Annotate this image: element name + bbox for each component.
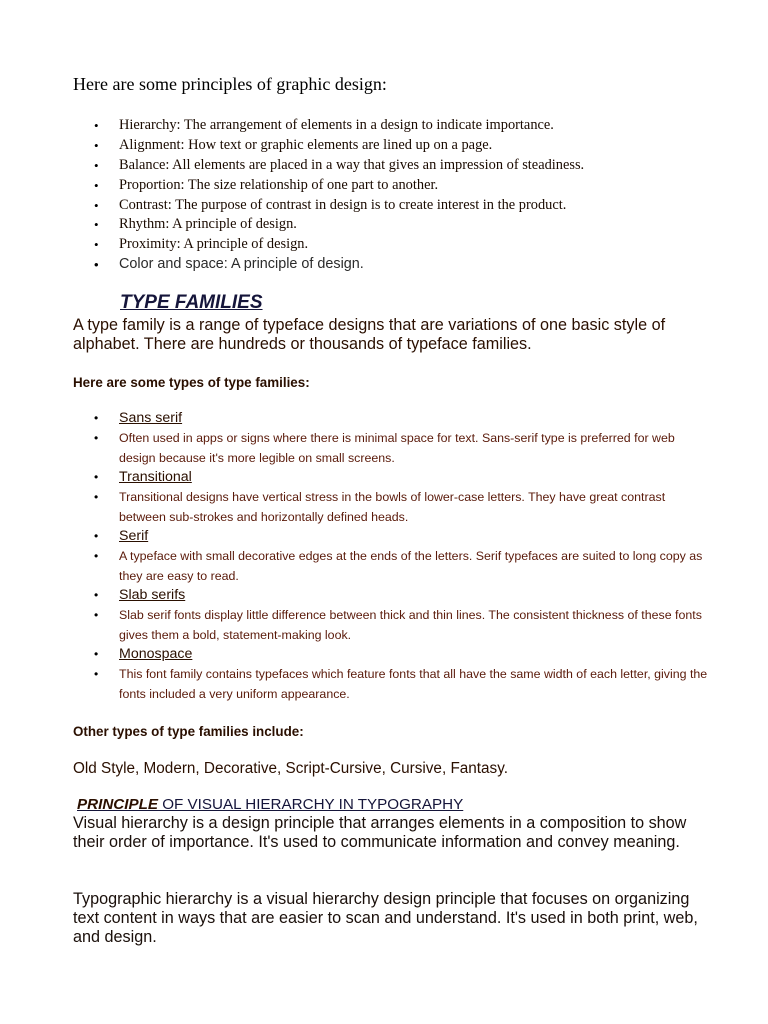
principle-text: Hierarchy: The arrangement of elements in a design to indicate importance. xyxy=(119,117,554,133)
visual-hierarchy-heading xyxy=(77,796,463,813)
principle-text: Proximity: A principle of design. xyxy=(119,236,309,253)
other-types-heading: Other types of type families include: xyxy=(73,724,304,739)
bullet-icon: • xyxy=(94,647,99,661)
principle-text: Color and space: A principle of design. xyxy=(119,256,364,273)
bullet-icon: • xyxy=(94,217,99,233)
type-family-description-text: This font family contains typefaces which feature fonts that all have the same width of each letter, giving the fonts included a very uniform appearance. xyxy=(119,667,708,701)
principle-item xyxy=(94,255,734,275)
principle-item xyxy=(94,196,734,216)
bullet-icon: • xyxy=(94,177,99,193)
bullet-icon: • xyxy=(94,470,99,484)
principle-text: Rhythm: A principle of design. xyxy=(119,216,297,233)
type-family-name-text: Transitional xyxy=(119,469,192,485)
bullet-icon: • xyxy=(94,588,99,602)
visual-hierarchy-heading-bold: PRINCIPLE xyxy=(77,796,159,813)
principle-text: Alignment: How text or graphic elements are lined up on a page. xyxy=(119,136,493,153)
visual-hierarchy-paragraph: Visual hierarchy is a design principle that arranges elements in a composition to show their order of importance. It's used to communicate information and convey meaning. xyxy=(73,814,687,851)
type-family-name-text: Monospace xyxy=(119,646,193,662)
visual-hierarchy-heading-rest: OF VISUAL HIERARCHY IN TYPOGRAPHY xyxy=(158,796,464,813)
principle-text: Proportion: The size relationship of one part to another. xyxy=(119,176,439,193)
bullet-icon: • xyxy=(94,237,99,253)
type-families-list xyxy=(94,409,714,704)
type-family-name xyxy=(94,586,714,605)
bullet-icon: • xyxy=(94,257,99,273)
type-family-description-text: Transitional designs have vertical stress in the bowls of lower-case letters. They have great contrast between sub-strokes and horizontally defined heads. xyxy=(119,490,666,524)
type-families-heading: TYPE FAMILIES xyxy=(120,292,263,313)
bullet-icon: • xyxy=(94,549,99,563)
bullet-icon: • xyxy=(94,118,99,133)
principle-item xyxy=(94,215,734,235)
principle-item xyxy=(94,136,734,156)
type-family-description-text: Often used in apps or signs where there is minimal space for text. Sans-serif type is preferred for web design because it's more legible on small screens. xyxy=(119,431,675,465)
other-types-list: Old Style, Modern, Decorative, Script-Cursive, Cursive, Fantasy. xyxy=(73,760,508,777)
bullet-icon: • xyxy=(94,137,99,153)
bullet-icon: • xyxy=(94,608,99,622)
type-family-description xyxy=(94,428,714,468)
type-family-name xyxy=(94,645,714,664)
type-family-description xyxy=(94,546,714,586)
bullet-icon: • xyxy=(94,490,99,504)
bullet-icon: • xyxy=(94,529,99,543)
intro-text: Here are some principles of graphic design: xyxy=(73,74,387,94)
principles-list xyxy=(94,116,734,275)
bullet-icon: • xyxy=(94,197,99,213)
type-family-name xyxy=(94,527,714,546)
type-family-description xyxy=(94,605,714,645)
bullet-icon: • xyxy=(94,431,99,445)
type-families-description: A type family is a range of typeface designs that are variations of one basic style of alphabet. There are hundreds or thousands of typeface families. xyxy=(73,316,666,353)
principle-item xyxy=(94,176,734,196)
bullet-icon: • xyxy=(94,667,99,681)
bullet-icon: • xyxy=(94,411,99,425)
principle-item xyxy=(94,235,734,255)
type-family-description-text: A typeface with small decorative edges at the ends of the letters. Serif typefaces are suited to long copy as they are easy to read. xyxy=(119,549,703,583)
type-family-name xyxy=(94,409,714,428)
principle-text: Balance: All elements are placed in a way that gives an impression of steadiness. xyxy=(119,156,585,173)
type-family-description-text: Slab serif fonts display little difference between thick and thin lines. The consistent thickness of these fonts gives them a bold, statement-making look. xyxy=(119,608,702,642)
typographic-hierarchy-paragraph: Typographic hierarchy is a visual hierarchy design principle that focuses on organizing text content in ways that are easier to scan and understand. It's used in both print, web, and design. xyxy=(73,890,698,946)
bullet-icon: • xyxy=(94,157,99,173)
type-family-description xyxy=(94,487,714,527)
type-families-list-heading: Here are some types of type families: xyxy=(73,375,310,390)
type-family-name-text: Slab serifs xyxy=(119,587,186,603)
type-family-description xyxy=(94,664,714,704)
type-family-name xyxy=(94,468,714,487)
principle-text: Contrast: The purpose of contrast in design is to create interest in the product. xyxy=(119,196,567,213)
principle-item xyxy=(94,116,734,136)
type-family-name-text: Serif xyxy=(119,528,149,544)
principle-item xyxy=(94,156,734,176)
type-family-name-text: Sans serif xyxy=(119,410,183,426)
